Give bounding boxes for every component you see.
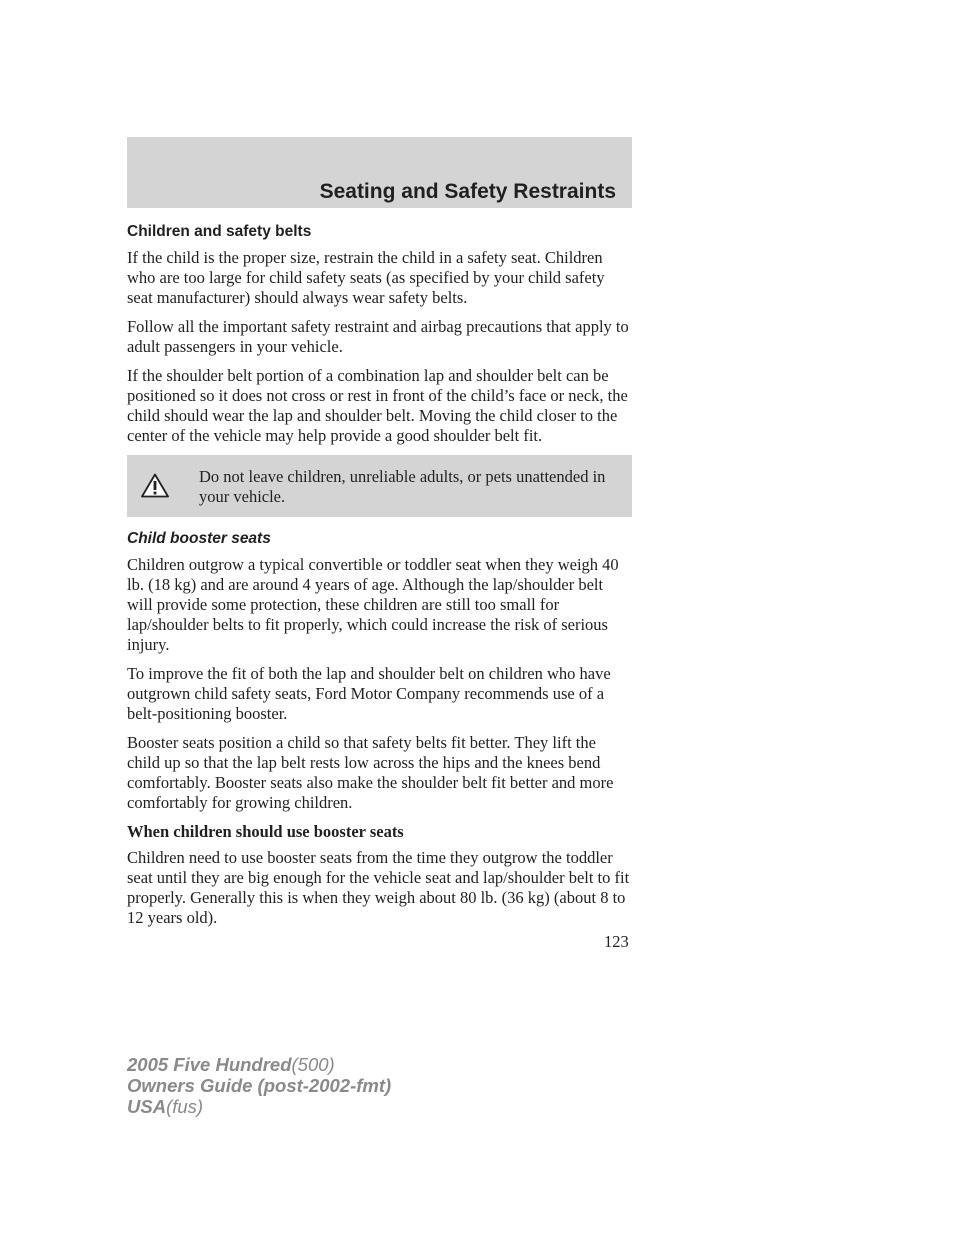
warning-triangle-icon — [141, 473, 169, 498]
footer-market: USA — [127, 1096, 167, 1117]
footer-line-guide — [127, 1075, 391, 1096]
page-number: 123 — [604, 932, 629, 951]
heading-when-booster-seats: When children should use booster seats — [127, 822, 404, 841]
footer-line-model — [127, 1054, 391, 1075]
paragraph: If the child is the proper size, restrain the child in a safety seat. Children who are too large for child safety seats (as specified by your child safety seat manufacturer) should always wear safety belts. — [127, 248, 605, 307]
footer-line-market — [127, 1096, 391, 1117]
paragraph: Children outgrow a typical convertible or toddler seat when they weigh 40 lb. (18 kg) and are around 4 years of age. Although the lap/shoulder belt will provide some protection, these children are still too small for lap/shoulder belts to fit properly, which could increase the risk of serious injury. — [127, 555, 619, 654]
document-footer — [127, 1054, 391, 1117]
paragraph: If the shoulder belt portion of a combination lap and shoulder belt can be positioned so it does not cross or rest in front of the child’s face or neck, the child should wear the lap and shoulder belt. Moving the child closer to the center of the vehicle may help provide a good shoulder belt fit. — [127, 366, 628, 445]
warning-box — [127, 455, 632, 517]
paragraph: Follow all the important safety restraint and airbag precautions that apply to adult passengers in your vehicle. — [127, 317, 629, 356]
page-content — [127, 222, 632, 937]
paragraph: To improve the fit of both the lap and shoulder belt on children who have outgrown child safety seats, Ford Motor Company recommends use of a belt-positioning booster. — [127, 664, 611, 723]
footer-model-name: 2005 Five Hundred — [127, 1054, 292, 1075]
paragraph: Children need to use booster seats from the time they outgrow the toddler seat until they are big enough for the vehicle seat and lap/shoulder belt to fit properly. Generally this is when they weigh about 80 lb. (36 kg) (about 8 to 12 years old). — [127, 848, 630, 927]
footer-model-code: (500) — [291, 1054, 335, 1075]
footer-market-code: (fus) — [166, 1096, 204, 1117]
footer-guide-name: Owners Guide (post-2002-fmt) — [127, 1075, 392, 1096]
warning-text: Do not leave children, unreliable adults, or pets unattended in your vehicle. — [199, 467, 606, 506]
paragraph: Booster seats position a child so that safety belts fit better. They lift the child up so that the lap belt rests low across the hips and the knees bend comfortably. Booster seats also make the shoulder belt fit better and more comfortably for growing children. — [127, 733, 614, 812]
heading-child-booster-seats: Child booster seats — [127, 530, 271, 547]
section-header-band — [127, 137, 632, 208]
section-title: Seating and Safety Restraints — [319, 180, 616, 203]
heading-children-safety-belts: Children and safety belts — [127, 223, 312, 240]
